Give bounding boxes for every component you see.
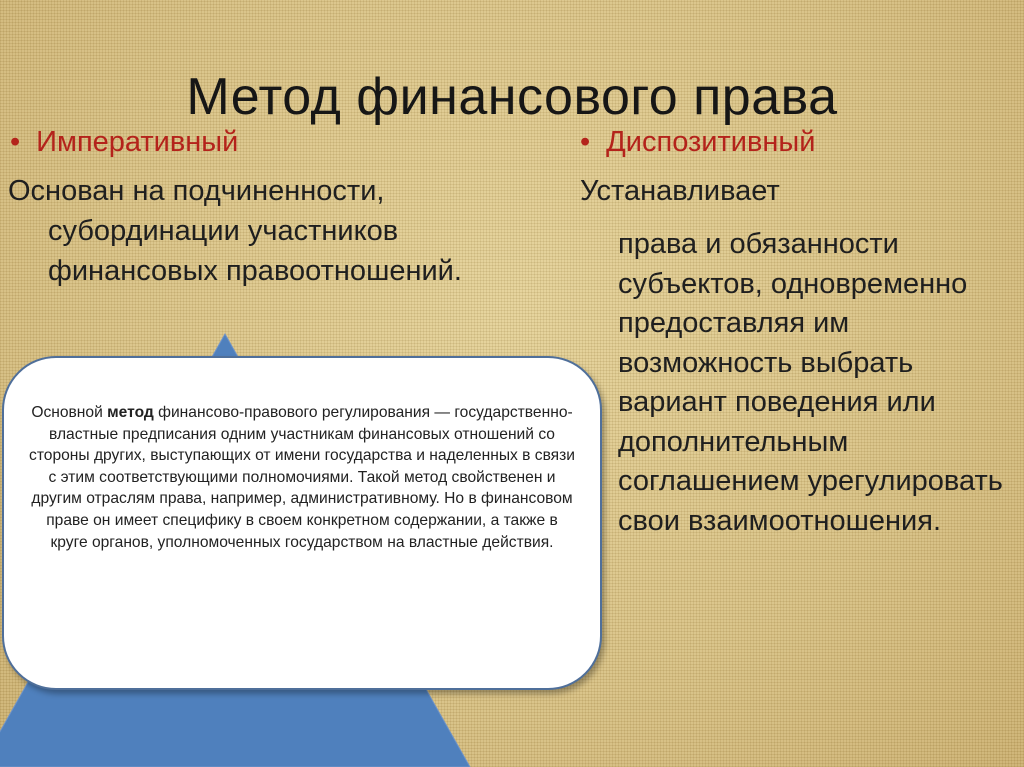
dispositive-description-rest: права и обязанности субъектов, одновременно предоставляя им возможность выбрать вариант поведения или дополнительным соглашением урегулировать свои взаимоотношения. [618, 228, 1003, 537]
info-text-bold: метод [107, 404, 154, 421]
dispositive-description-first-line: Устанавливает [580, 175, 780, 207]
bullet-icon: • [580, 126, 591, 158]
dispositive-heading-label: Диспозитивный [606, 126, 816, 158]
slide-title: Метод финансового права [186, 68, 838, 126]
method-info-box [2, 356, 602, 690]
info-text-after: финансово-правового регулирования — государственно-властные предписания одним участникам финансовых отношений со стороны других, выступающих от имени государства и наделенных в связи с этим соответствующими полномочиями. Такой метод свойственен и другим отраслям права, например, административному. Но в финансовом праве он имеет специфику в своем конкретном содержании, а также в круге органов, уполномоченных государством на властные действия. [29, 404, 575, 551]
imperative-description-first-line: Основан на подчиненности, [8, 175, 385, 207]
info-text-before: Основной [31, 404, 108, 421]
imperative-description-rest: субординации участников финансовых правоотношений. [48, 215, 462, 287]
imperative-heading-label: Императивный [36, 126, 239, 158]
bullet-icon: • [10, 126, 21, 158]
